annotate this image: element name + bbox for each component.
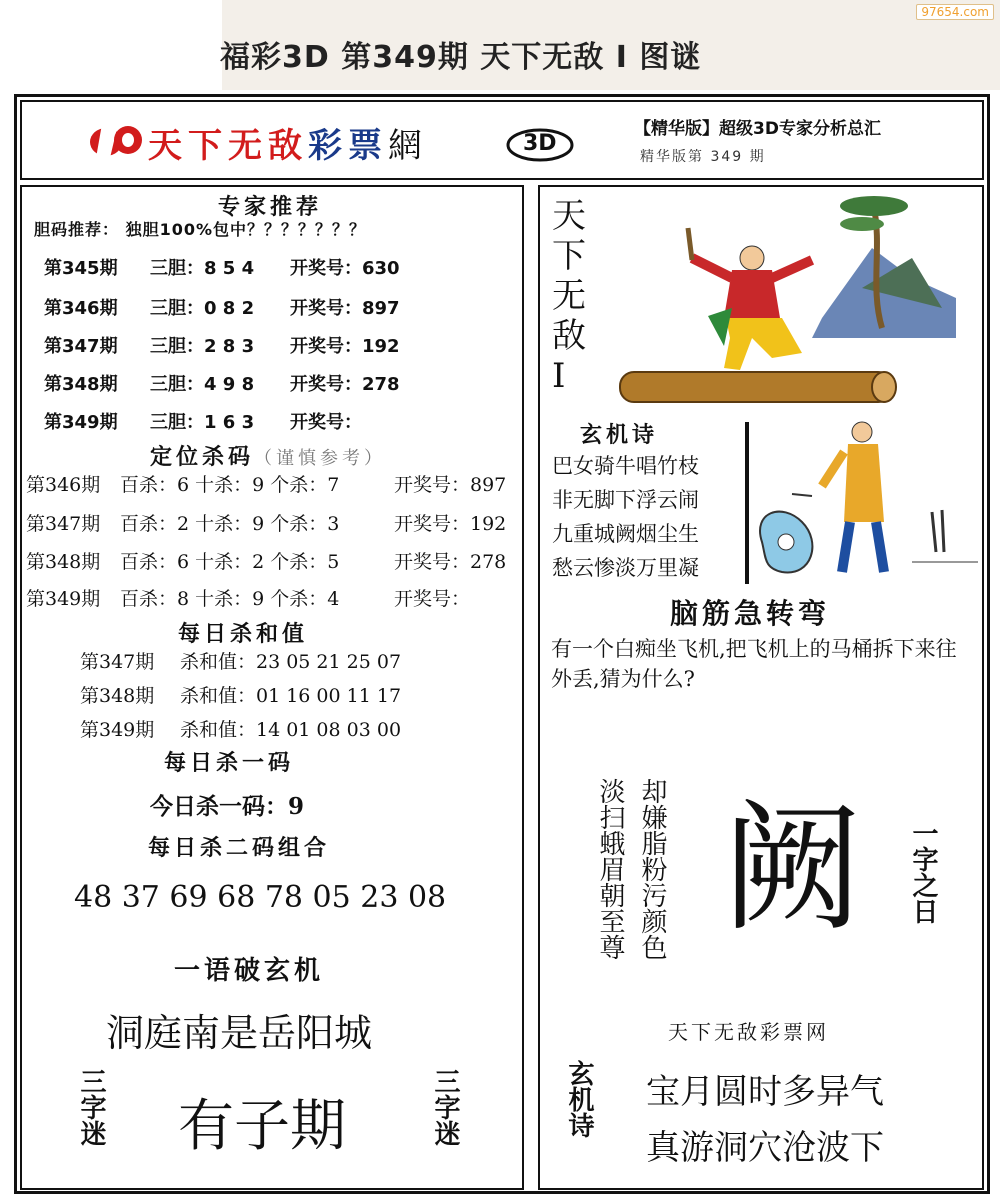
poem-line: 愁云惨淡万里凝 — [552, 556, 699, 580]
expert-row-period: 第349期 — [44, 412, 118, 433]
one-char-label: 一字之日 — [908, 820, 938, 924]
sum-row-values: 杀和值：23 05 21 25 07 — [180, 651, 402, 673]
position-kill-note: （谨慎参考） — [254, 448, 387, 469]
kill-row-values: 百杀：6 十杀：9 个杀：7 — [120, 474, 340, 496]
badge-3d-text: 3D — [523, 131, 557, 156]
one-code-text: 今日杀一码：9 — [150, 793, 305, 820]
site-name-b: 彩票 — [308, 126, 388, 166]
figure-illustration — [752, 412, 978, 584]
vertical-title: 天下无敌I — [552, 196, 586, 396]
one-code-heading: 每日杀一码 — [164, 751, 295, 776]
bottom-poem-line: 真游洞穴沧波下 — [646, 1128, 884, 1168]
sum-row-values: 杀和值：14 01 08 03 00 — [180, 719, 402, 741]
expert-row-dan: 三胆：4 9 8 — [150, 374, 255, 395]
dancer-illustration — [612, 188, 956, 406]
position-kill-title: 定位杀码 — [150, 445, 255, 470]
kill-row-values: 百杀：8 十杀：9 个杀：4 — [120, 588, 340, 610]
one-phrase-text: 洞庭南是岳阳城 — [106, 1011, 373, 1055]
expert-heading: 专家推荐 — [218, 195, 323, 220]
expert-row-draw: 开奖号：192 — [290, 336, 400, 357]
logo-icon — [88, 120, 144, 160]
kill-row-values: 百杀：6 十杀：2 个杀：5 — [120, 551, 340, 573]
position-kill-heading — [150, 440, 386, 471]
big-character: 阙 — [722, 788, 863, 951]
kill-row-draw: 开奖号：897 — [394, 474, 507, 496]
expert-row-period: 第346期 — [44, 298, 118, 319]
expert-row-period: 第347期 — [44, 336, 118, 357]
kill-row-period: 第346期 — [26, 474, 101, 496]
site-name-c: 網 — [388, 126, 428, 166]
watermark[interactable]: 97654.com — [916, 4, 994, 20]
sum-row-period: 第349期 — [80, 719, 155, 741]
dan-line: 胆码推荐： 独胆100%包中？？？？？？？ — [34, 220, 367, 239]
brain-text: 有一个白痴坐飞机,把飞机上的马桶拆下来往外丢,猜为什么? — [551, 637, 957, 691]
two-code-text: 48 37 69 68 78 05 23 08 — [74, 880, 447, 915]
expert-row-dan: 三胆：8 5 4 — [150, 258, 255, 279]
kill-row-values: 百杀：2 十杀：9 个杀：3 — [120, 513, 340, 535]
site-name — [148, 118, 428, 167]
poem-line: 九重城阙烟尘生 — [552, 522, 699, 546]
sum-kill-heading: 每日杀和值 — [178, 622, 309, 647]
expert-row-draw: 开奖号：897 — [290, 298, 400, 319]
expert-row-draw: 开奖号：630 — [290, 258, 400, 279]
kill-row-draw: 开奖号： — [394, 588, 471, 610]
brain-heading: 脑筋急转弯 — [670, 597, 831, 630]
sum-row-values: 杀和值：01 16 00 11 17 — [180, 685, 402, 707]
poem-heading: 玄机诗 — [580, 423, 659, 448]
kill-row-period: 第347期 — [26, 513, 101, 535]
one-phrase-heading: 一语破玄机 — [174, 956, 325, 986]
bottom-poem-line: 宝月圆时多异气 — [646, 1072, 884, 1112]
two-code-heading: 每日杀二码组合 — [148, 836, 331, 861]
poem-divider — [745, 422, 749, 584]
kill-row-draw: 开奖号：278 — [394, 551, 507, 573]
site-footer: 天下无敌彩票网 — [668, 1020, 829, 1044]
expert-row-dan: 三胆：2 8 3 — [150, 336, 255, 357]
kill-row-period: 第348期 — [26, 551, 101, 573]
bottom-poem-heading: 玄机诗 — [564, 1060, 594, 1138]
poem-line: 巴女骑牛唱竹枝 — [552, 454, 699, 478]
vertical-poem-col1: 却嫌脂粉污颜色 — [637, 778, 667, 960]
badge-3d — [506, 128, 574, 162]
vertical-poem-col2: 淡扫蛾眉朝至尊 — [595, 778, 625, 960]
three-char-label-right: 三字迷 — [430, 1068, 460, 1146]
expert-row-period: 第345期 — [44, 258, 118, 279]
expert-row-dan: 三胆：1 6 3 — [150, 412, 255, 433]
three-char-label-left: 三字迷 — [76, 1068, 106, 1146]
expert-row-draw: 开奖号：278 — [290, 374, 400, 395]
sum-row-period: 第348期 — [80, 685, 155, 707]
top-band-left — [0, 0, 222, 90]
site-name-a: 天下无敌 — [148, 126, 308, 166]
kill-row-draw: 开奖号：192 — [394, 513, 507, 535]
kill-row-period: 第349期 — [26, 588, 101, 610]
edition-label: 【精华版】超级3D专家分析总汇 — [634, 119, 881, 139]
page-title: 福彩3D 第349期 天下无敌 I 图谜 — [220, 40, 702, 75]
expert-row-dan: 三胆：0 8 2 — [150, 298, 255, 319]
expert-row-period: 第348期 — [44, 374, 118, 395]
sum-row-period: 第347期 — [80, 651, 155, 673]
issue-line: 精华版第 349 期 — [640, 149, 766, 165]
three-char-answer: 有子期 — [178, 1094, 346, 1159]
poem-line: 非无脚下浮云闹 — [552, 488, 699, 512]
expert-row-draw: 开奖号： — [290, 412, 362, 433]
